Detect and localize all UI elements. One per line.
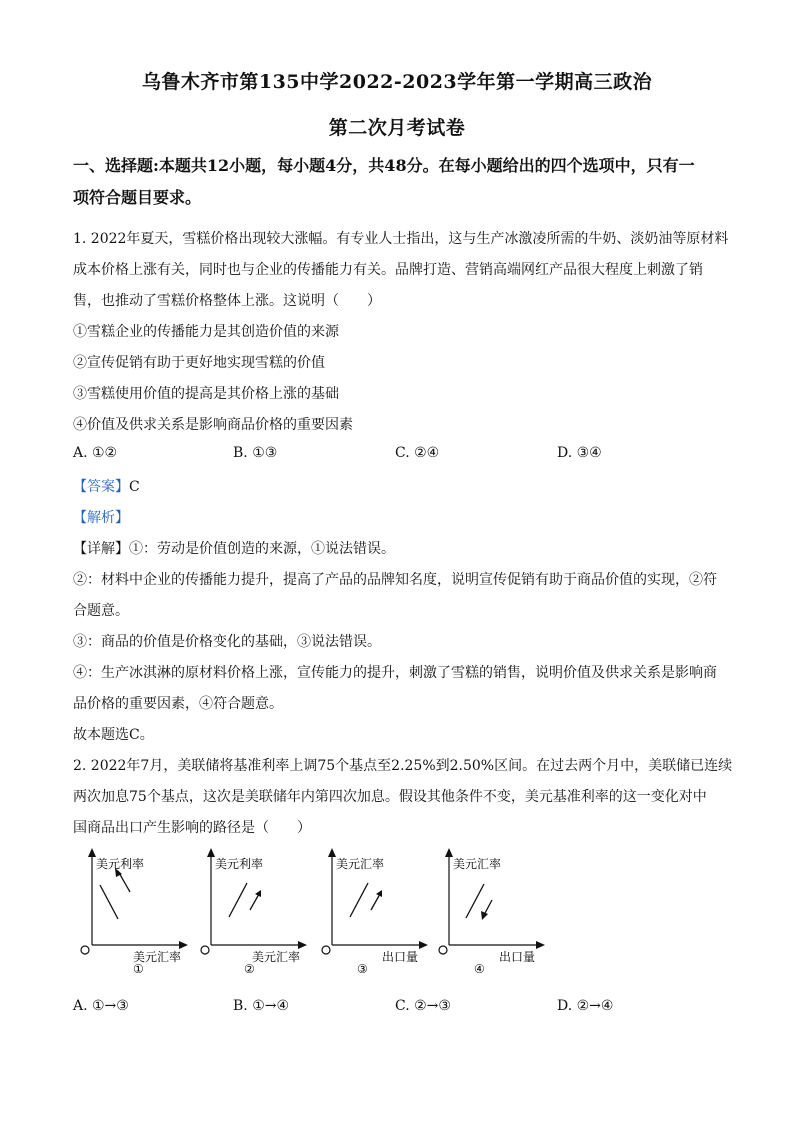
origin-marker [322, 946, 330, 954]
graph-4-ylabel: 美元汇率 [453, 857, 502, 871]
q1-detail-line1 [73, 538, 395, 558]
q2-option-b: B. ①→④ [233, 998, 290, 1014]
graph-1-ylabel: 美元利率 [96, 857, 145, 871]
q1-stem-line2: 成本价格上涨有关，同时也与企业的传播能力有关。品牌打造、营销高端网红产品很大程度上刺激了销 [73, 262, 703, 278]
graph-3-xlabel: 出口量 [382, 950, 419, 964]
curve-line [229, 883, 247, 917]
q1-item-4: ④价值及供求关系是影响商品价格的重要因素 [73, 417, 353, 433]
q1-stem-line3: 售，也推动了雪糕价格整体上涨。这说明（ ） [73, 293, 381, 309]
graph-3 [320, 848, 432, 973]
graph-4 [437, 848, 549, 973]
section-heading-line1: 一、选择题:本题共12小题，每小题4分，共48分。在每小题给出的四个选项中，只有一 [73, 156, 695, 175]
graph-1 [78, 848, 190, 973]
q2-stem-line3: 国商品出口产生影响的路径是（ ） [73, 820, 311, 836]
q1-option-d: D. ③④ [557, 445, 602, 461]
q1-item-3: ③雪糕使用价值的提高是其价格上涨的基础 [73, 386, 339, 402]
graph-2-xlabel: 美元汇率 [252, 950, 301, 964]
graph-2-ylabel: 美元利率 [215, 857, 264, 871]
up-arrow-icon [250, 894, 259, 910]
curve-line [350, 883, 368, 917]
q1-stem-line1: 1. 2022年夏天，雪糕价格出现较大涨幅。有专业人士指出，这与生产冰激凌所需的牛奶、淡奶油等原材料 [73, 231, 729, 247]
answer-value: C [129, 479, 140, 495]
q1-detail-line7: 故本题选C。 [73, 727, 154, 743]
q1-item-1: ①雪糕企业的传播能力是其创造价值的来源 [73, 324, 339, 340]
graph-4-number: ④ [474, 962, 485, 973]
curve-line [100, 885, 118, 919]
q2-option-c: C. ②→③ [395, 998, 451, 1014]
q2-stem-line1: 2. 2022年7月，美联储将基准利率上调75个基点至2.25%到2.50%区间。在过去两个月中，美联储已连续 [73, 758, 733, 774]
origin-marker [439, 946, 447, 954]
q1-detail-line4: ③：商品的价值是价格变化的基础，③说法错误。 [73, 634, 381, 650]
detail-tag: 【详解】 [73, 541, 129, 557]
origin-marker [81, 946, 89, 954]
q1-item-2: ②宣传促销有助于更好地实现雪糕的价值 [73, 355, 325, 371]
answer-tag: 【答案】 [73, 479, 129, 495]
analysis-tag: 【解析】 [73, 510, 129, 526]
origin-marker [201, 946, 209, 954]
graph-1-xlabel: 美元汇率 [133, 950, 182, 964]
q2-option-d: D. ②→④ [557, 998, 614, 1014]
q2-stem-line2: 两次加息75个基点，这次是美联储年内第四次加息。假设其他条件不变，美元基准利率的这一变化对中 [73, 789, 707, 805]
down-arrow-icon [484, 900, 492, 915]
graph-3-ylabel: 美元汇率 [336, 857, 385, 871]
graph-2-number: ② [244, 962, 255, 973]
graph-4-xlabel: 出口量 [499, 950, 536, 964]
section-heading-line2: 项符合题目要求。 [73, 188, 202, 207]
up-arrow-icon [371, 894, 380, 910]
q1-detail-line6: 品价格的重要因素，④符合题意。 [73, 696, 283, 712]
q1-detail-line3: 合题意。 [73, 603, 129, 619]
graph-1-number: ① [133, 962, 144, 973]
q1-option-a: A. ①② [73, 445, 118, 461]
q2-option-a: A. ①→③ [73, 998, 129, 1014]
graph-2 [199, 848, 311, 973]
graph-3-number: ③ [357, 962, 368, 973]
q1-option-b: B. ①③ [233, 445, 278, 461]
exam-title-line2: 第二次月考试卷 [328, 117, 466, 139]
detail-first: ①：劳动是价值创造的来源，①说法错误。 [129, 541, 395, 557]
q1-option-c: C. ②④ [395, 445, 440, 461]
q1-detail-line2: ②：材料中企业的传播能力提升，提高了产品的品牌知名度，说明宣传促销有助于商品价值的实现，②符 [73, 572, 717, 588]
q1-detail-line5: ④：生产冰淇淋的原材料价格上涨，宣传能力的提升，刺激了雪糕的销售，说明价值及供求关系是影响商 [73, 665, 717, 681]
exam-title-line1: 乌鲁木齐市第135中学2022-2023学年第一学期高三政治 [141, 71, 653, 93]
q1-answer [73, 476, 140, 496]
